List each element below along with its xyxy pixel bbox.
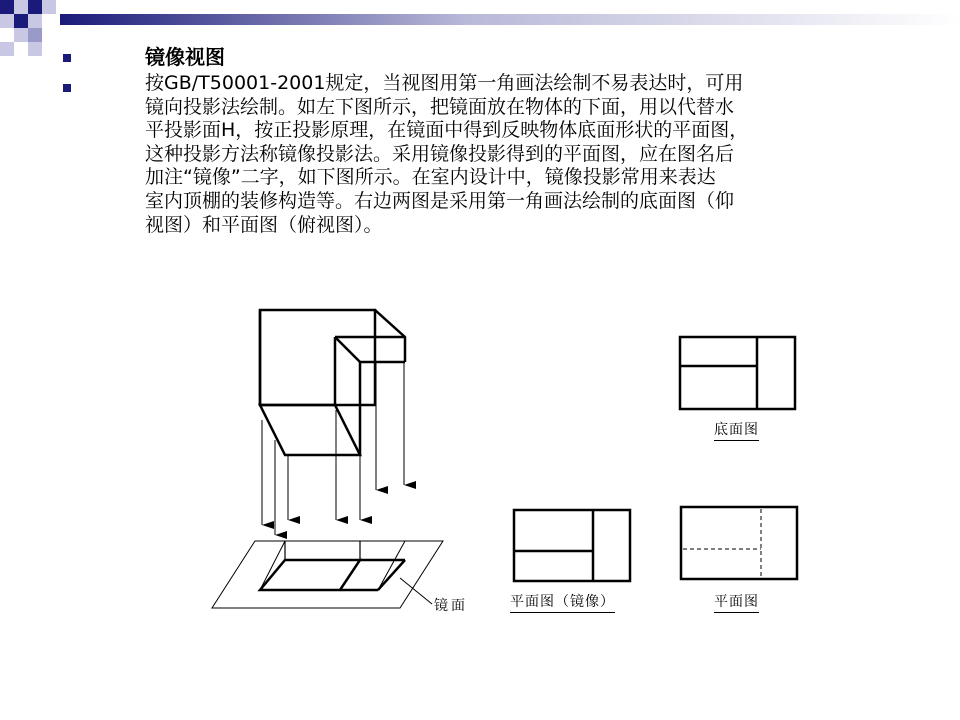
projection-lines (262, 362, 404, 535)
plan-view-caption: 平面图 (714, 594, 759, 613)
bottom-view (680, 337, 795, 409)
slide-title: 镜像视图 (145, 45, 225, 69)
mirror-image (260, 541, 405, 590)
body-paragraph: 按GB/T50001-2001规定，当视图用第一角画法绘制不易表达时，可用 镜向投影法绘制。如左下图所示，把镜面放在物体的下面，用以代替水 平投影面H，按正投影原理，在镜面中得到反映物体底面形状的平面图， 这种投影方法称镜像投影法。采用镜像投影得到的平面图，应在图名后 加注“镜像”二字，如下图所示。在室内设计中，镜像投影常用来表达 室内顶棚的装修构造等。右边两图是采用第一角画法绘制的底面图（仰 视图）和平面图（俯视图）。 (145, 72, 749, 236)
plan-mirror-view (514, 510, 630, 581)
bottom-view-caption: 底面图 (714, 422, 759, 441)
mirror-label: 镜面 (434, 598, 468, 614)
plan-view (681, 507, 797, 579)
object-solid (260, 310, 405, 455)
plan-mirror-caption: 平面图（镜像） (510, 594, 615, 613)
mirror-plane (212, 541, 443, 608)
